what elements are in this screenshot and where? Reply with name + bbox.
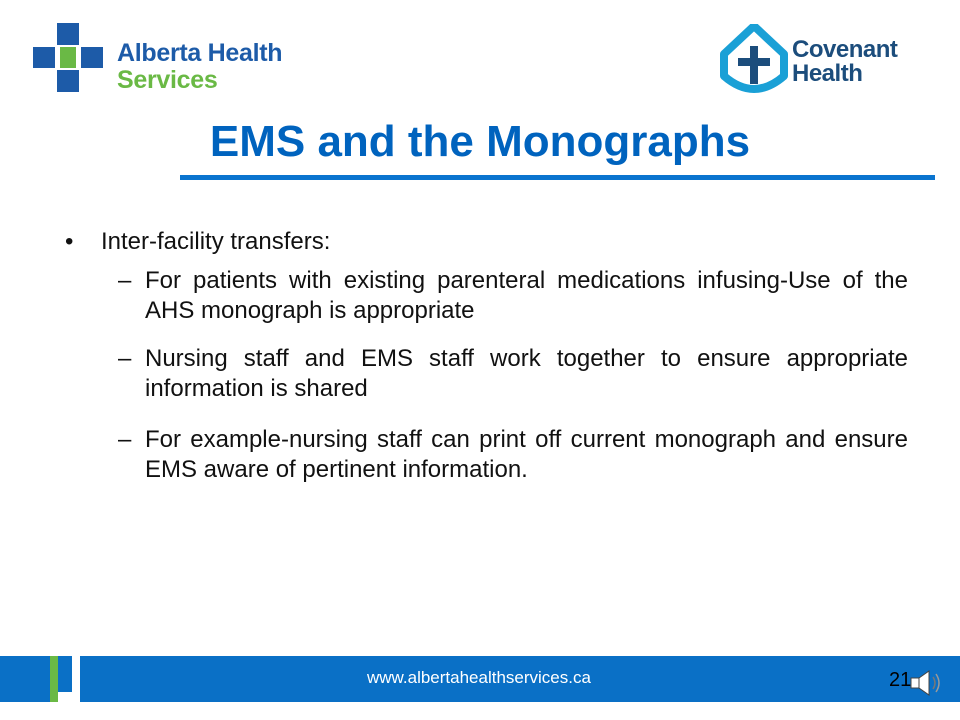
ahs-cross-logo-icon [30, 20, 120, 100]
sub-bullet [118, 266, 908, 326]
ahs-wordmark-line1: Alberta Health [117, 39, 283, 67]
footer-url[interactable]: www.albertahealthservices.ca [367, 668, 591, 687]
sub-bullet [118, 344, 908, 404]
sub-bullet-text: For patients with existing parenteral medications infusing-Use of the AHS monograph is appropriate [145, 267, 908, 324]
sub-bullet-marker: – [118, 426, 132, 453]
ahs-wordmark [117, 40, 282, 94]
sub-bullet-text: For example-nursing staff can print off current monograph and ensure EMS aware of pertinent information. [145, 426, 908, 483]
covenant-wordmark-line1: Covenant [792, 36, 898, 63]
bullet-text: Inter-facility transfers: [101, 228, 331, 255]
speaker-icon[interactable] [903, 668, 943, 698]
covenant-wordmark-line2: Health [792, 60, 863, 87]
sub-bullet-text: Nursing staff and EMS staff work together to ensure appropriate information is shared [145, 345, 908, 402]
title-underline [180, 175, 935, 180]
sub-bullet-marker: – [118, 267, 132, 294]
bullet-marker: • [65, 228, 74, 255]
ahs-footer-mark-icon [42, 656, 82, 702]
covenant-wordmark [792, 38, 897, 86]
page-number: 21 [889, 669, 912, 691]
sub-bullet [118, 425, 908, 485]
covenant-cross-logo-icon [718, 24, 790, 100]
sub-bullet-marker: – [118, 345, 132, 372]
ahs-wordmark-line2: Services [117, 66, 218, 94]
slide-title: EMS and the Monographs [209, 117, 751, 166]
